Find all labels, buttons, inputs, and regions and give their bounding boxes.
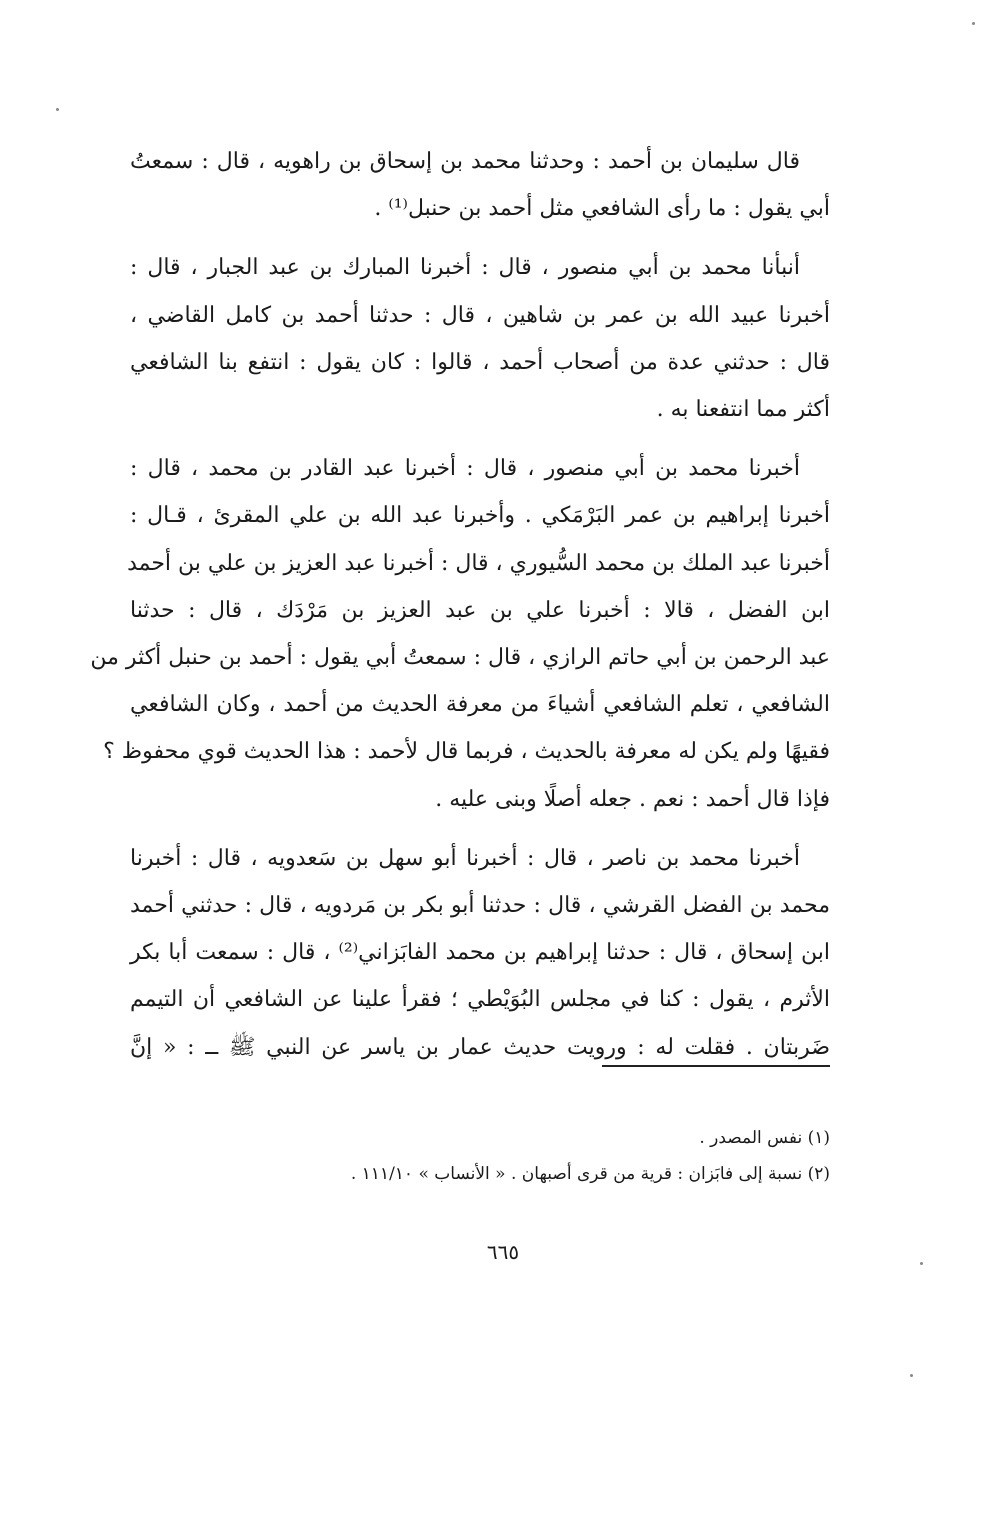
footnote-1: (١) نفس المصدر . bbox=[699, 1128, 830, 1148]
text-line: أكثر مما انتفعنا به . bbox=[656, 397, 830, 423]
text-line: فإذا قال أحمد : نعم . جعله أصلًا وبنى عليه . bbox=[435, 786, 830, 812]
text-line: فقيهًا ولم يكن له معرفة بالحديث ، فربما قال لأحمد : هذا الحديث قوي محفوظ ؟ bbox=[103, 739, 830, 765]
paragraph-1 bbox=[130, 138, 830, 232]
text-line: أبي يقول : ما رأى الشافعي مثل أحمد بن حنبل⁽¹⁾ . bbox=[374, 196, 830, 222]
paragraph-2 bbox=[130, 244, 830, 433]
text-line: قال سليمان بن أحمد : وحدثنا محمد بن إسحاق بن راهويه ، قال : سمعتُ bbox=[130, 149, 800, 174]
text-line: الأثرم ، يقول : كنا في مجلس البُوَيْطي ؛ فقرأ علينا عن الشافعي أن التيمم bbox=[130, 987, 830, 1013]
footnotes bbox=[130, 1120, 830, 1192]
scan-speck bbox=[972, 22, 975, 25]
paragraph-3 bbox=[90, 445, 830, 823]
text-line: أخبرنا عبد الملك بن محمد السُّيوري ، قال : أخبرنا عبد العزيز بن علي بن أحمد bbox=[127, 550, 830, 576]
scan-speck bbox=[920, 1262, 923, 1265]
text-line: ابن إسحاق ، قال : حدثنا إبراهيم بن محمد الفابَزاني⁽²⁾ ، قال : سمعت أبا بكر bbox=[130, 940, 830, 966]
text-line: الشافعي ، تعلم الشافعي أشياءَ من معرفة الحديث من أحمد ، وكان الشافعي bbox=[130, 692, 830, 718]
text-line: محمد بن الفضل القرشي ، قال : حدثنا أبو بكر بن مَردويه ، قال : حدثني أحمد bbox=[130, 893, 830, 919]
text-line: عبد الرحمن بن أبي حاتم الرازي ، قال : سمعتُ أبي يقول : أحمد بن حنبل أكثر من bbox=[90, 645, 830, 671]
text-line: أنبأنا محمد بن أبي منصور ، قال : أخبرنا المبارك بن عبد الجبار ، قال : bbox=[130, 255, 800, 281]
text-line: أخبرنا محمد بن ناصر ، قال : أخبرنا أبو سهل بن سَعدويه ، قال : أخبرنا bbox=[130, 845, 800, 871]
main-text bbox=[90, 138, 830, 1083]
scan-speck bbox=[910, 1374, 913, 1377]
paragraph-4 bbox=[130, 835, 830, 1071]
text-line: قال : حدثني عدة من أصحاب أحمد ، قالوا : كان يقول : انتفع بنا الشافعي bbox=[130, 349, 830, 375]
text-line: أخبرنا إبراهيم بن عمر البَرْمَكي . وأخبرنا عبد الله بن علي المقرئ ، قـال : bbox=[130, 503, 830, 529]
page-number: ٦٦٥ bbox=[486, 1240, 520, 1264]
text-line: ضَربتان . فقلت له : ورويت حديث عمار بن ياسر عن النبي ﷺ ــ : « إنَّ bbox=[130, 1034, 830, 1060]
text-line: أخبرنا محمد بن أبي منصور ، قال : أخبرنا عبد القادر بن محمد ، قال : bbox=[130, 456, 800, 482]
footnote-divider bbox=[602, 1065, 830, 1067]
footnote-2: (٢) نسبة إلى فابَزان : قرية من قرى أصبهان . « الأنساب » ١١١/١٠ . bbox=[350, 1164, 830, 1184]
scan-speck bbox=[56, 108, 59, 111]
text-line: ابن الفضل ، قالا : أخبرنا علي بن عبد العزيز بن مَرْدَك ، قال : حدثنا bbox=[130, 597, 830, 623]
text-line: أخبرنا عبيد الله بن عمر بن شاهين ، قال : حدثنا أحمد بن كامل القاضي ، bbox=[130, 302, 830, 328]
